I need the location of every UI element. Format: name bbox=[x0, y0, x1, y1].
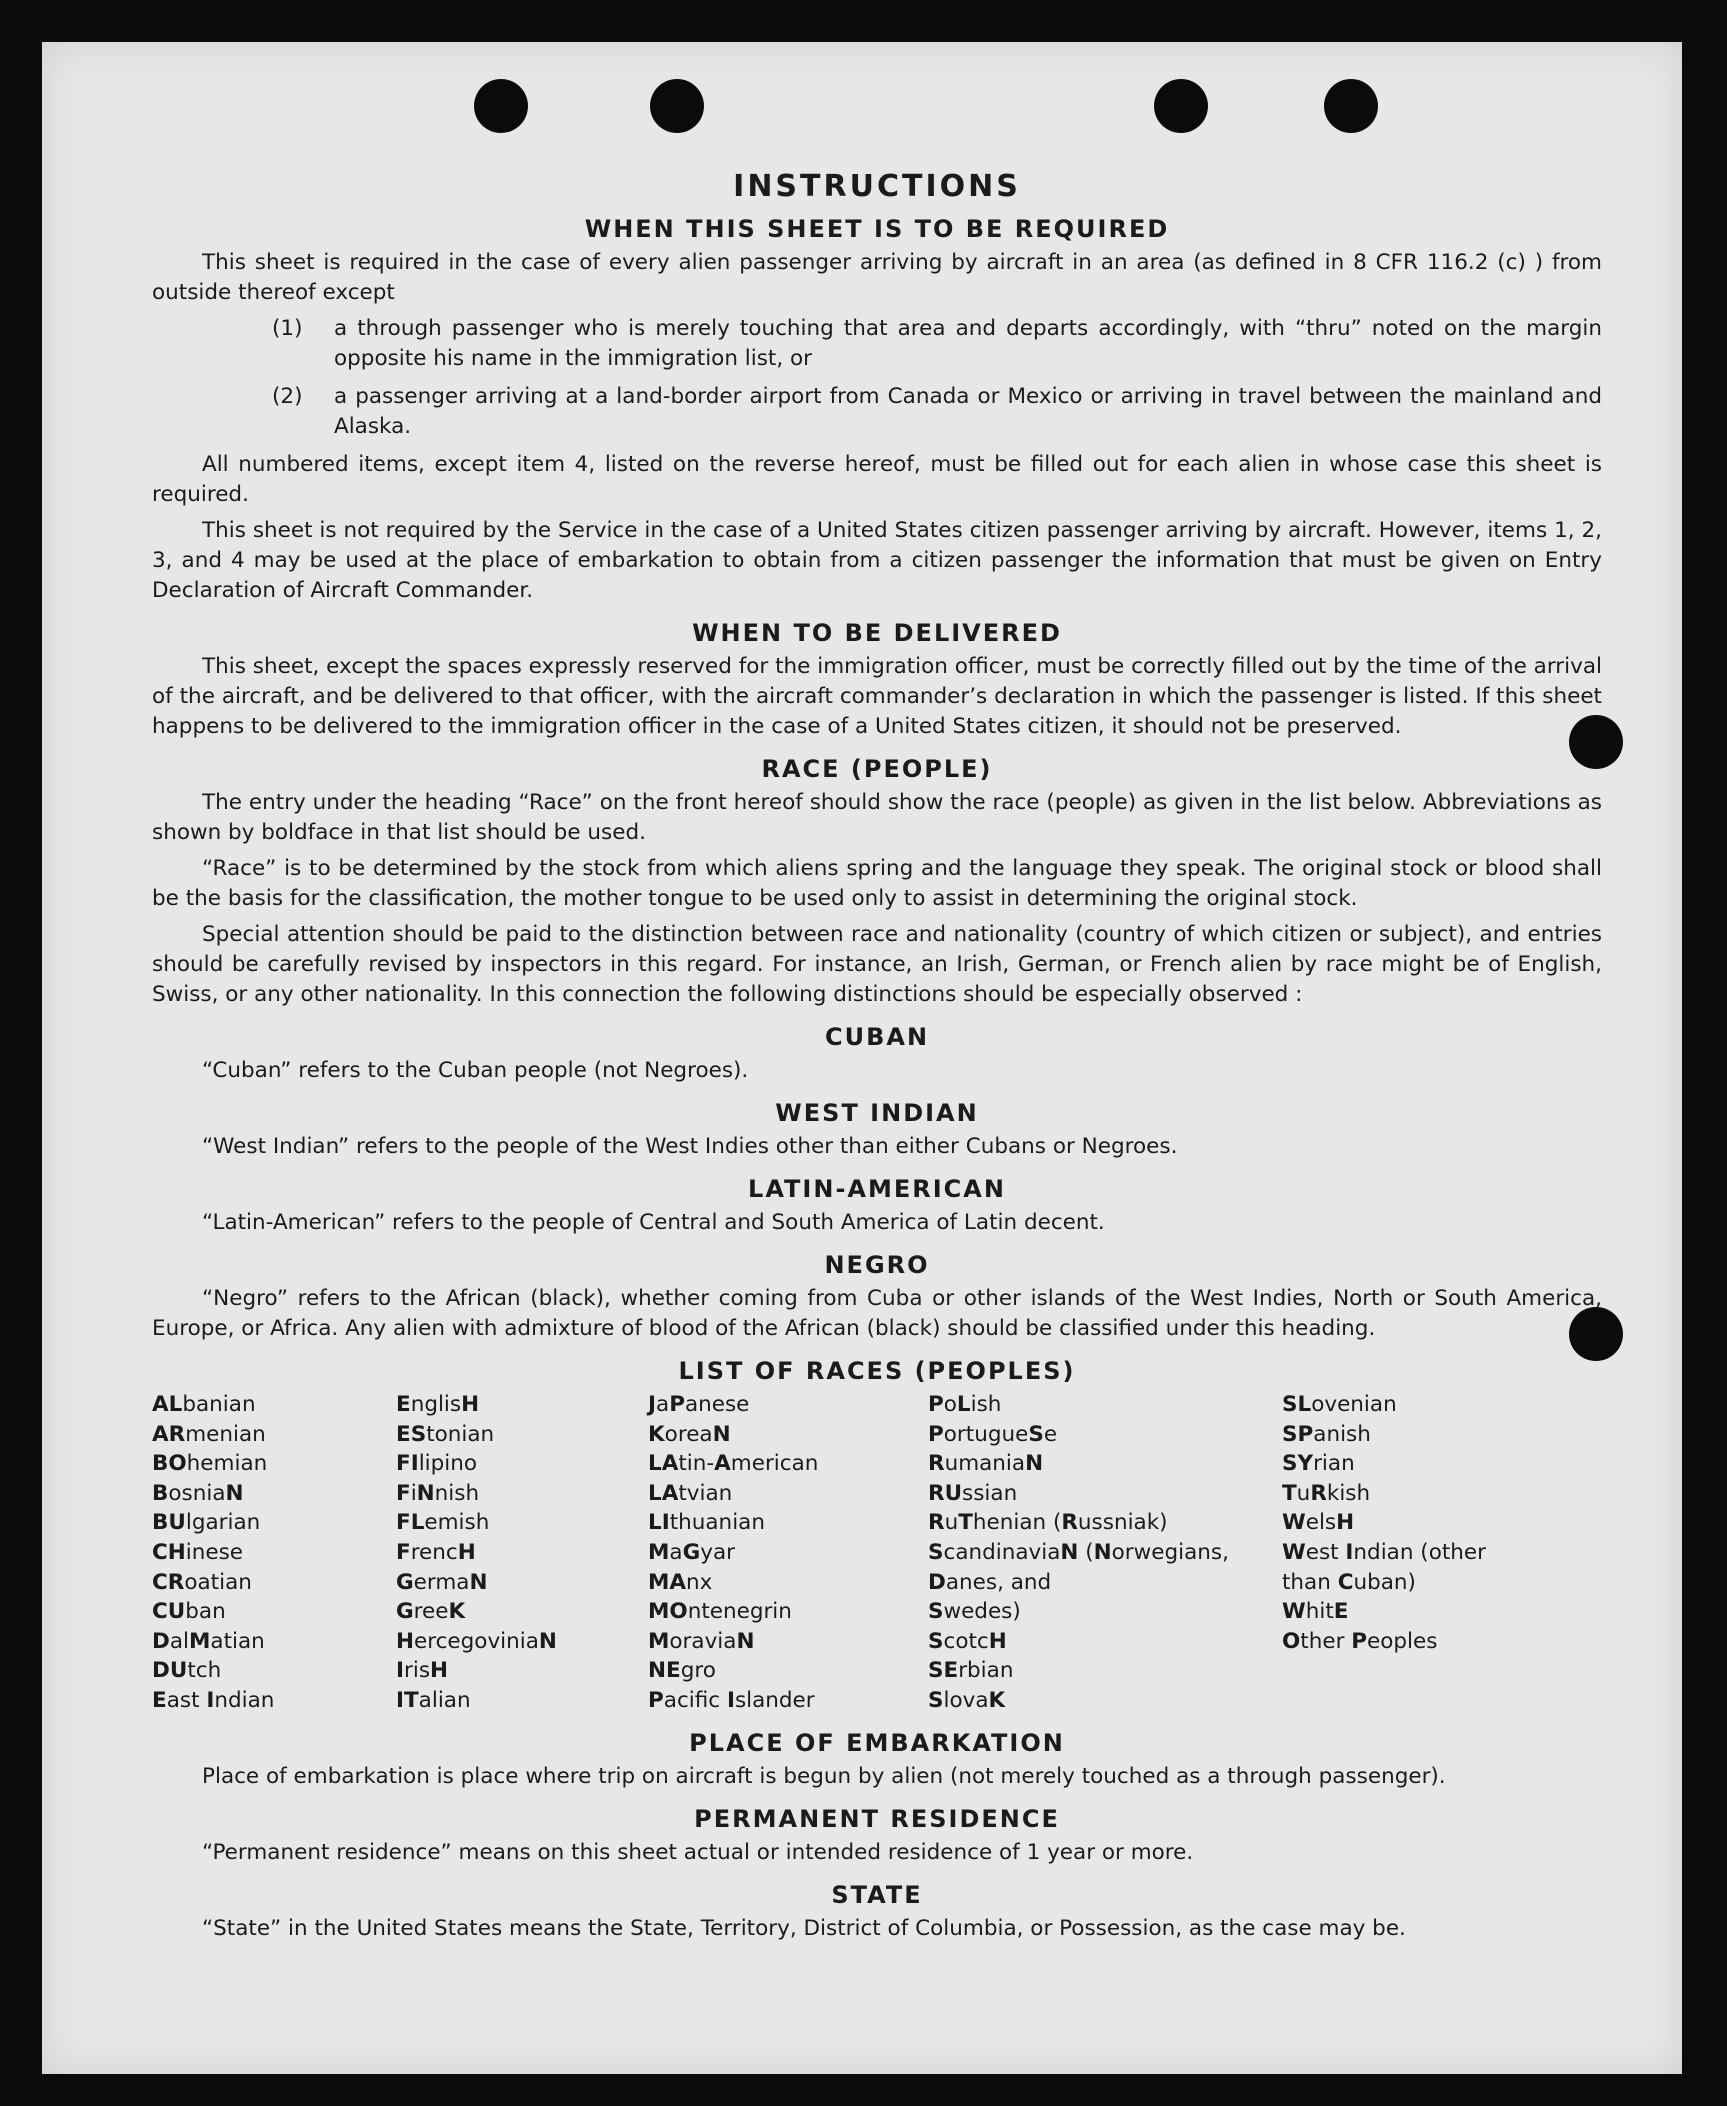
paragraph: “Cuban” refers to the Cuban people (not Negroes). bbox=[202, 1058, 749, 1083]
race-entry: BosniaN bbox=[152, 1480, 244, 1506]
punch-hole bbox=[1324, 79, 1378, 133]
paragraph: “Permanent residence” means on this sheet actual or intended residence of 1 year or more. bbox=[202, 1839, 1194, 1865]
race-entry: SlovaK bbox=[928, 1687, 1006, 1713]
race-entry: FIlipino bbox=[396, 1451, 478, 1477]
section-heading: STATE bbox=[831, 1880, 923, 1909]
item-text: a through passenger who is merely touching that area and departs accordingly, with “thru” noted on the margin opposite his name in the immigration list, or bbox=[334, 316, 1602, 371]
race-entry: SYrian bbox=[1282, 1451, 1355, 1477]
race-entry: WhitE bbox=[1282, 1599, 1349, 1625]
race-entry: KoreaN bbox=[648, 1421, 731, 1447]
race-entry: LIthuanian bbox=[648, 1510, 765, 1536]
document-page bbox=[42, 42, 1682, 2074]
race-entry: SLovenian bbox=[1282, 1392, 1397, 1417]
race-entry: ARmenian bbox=[152, 1421, 266, 1447]
race-column bbox=[928, 1390, 1282, 1716]
punch-hole bbox=[1154, 79, 1208, 133]
race-entry: East Indian bbox=[152, 1687, 275, 1713]
section-heading: PERMANENT RESIDENCE bbox=[694, 1804, 1060, 1833]
section-heading: LATIN-AMERICAN bbox=[748, 1175, 1006, 1203]
race-entry: BOhemian bbox=[152, 1451, 268, 1477]
race-entry: FiNnish bbox=[396, 1480, 480, 1506]
race-entry: ScotcH bbox=[928, 1628, 1007, 1654]
paragraph: Special attention should be paid to the distinction between race and nationality (country of which citizen or subject), and entries should be carefully revised by inspectors in this regard. For instance, an Irish, German, or French alien by race might be of English, Swiss, or any other nationality. In this connection the following distinctions should be especially observed : bbox=[152, 922, 1602, 1007]
paragraph: “State” in the United States means the State, Territory, District of Columbia, or Possession, as the case may be. bbox=[202, 1915, 1406, 1941]
race-entry: West Indian (other bbox=[1282, 1539, 1486, 1565]
race-entry: FLemish bbox=[396, 1510, 490, 1536]
race-entry: WelsH bbox=[1282, 1510, 1355, 1536]
section-heading: LIST OF RACES (PEOPLES) bbox=[678, 1357, 1076, 1385]
race-entry: GermaN bbox=[396, 1569, 488, 1595]
race-entry: ScandinaviaN (Norwegians, bbox=[928, 1539, 1229, 1565]
paragraph: “Race” is to be determined by the stock from which aliens spring and the language they speak. The original stock or blood shall be the basis for the classification, the mother tongue to be used only to assist in determining the original stock. bbox=[152, 856, 1602, 911]
race-entry: TuRkish bbox=[1282, 1480, 1371, 1506]
race-entry: CRoatian bbox=[152, 1569, 252, 1595]
race-entry: HercegoviniaN bbox=[396, 1628, 557, 1654]
race-entry: ITalian bbox=[396, 1687, 471, 1713]
item-number: (1) bbox=[272, 316, 303, 341]
race-entry: LAtin-American bbox=[648, 1451, 819, 1477]
race-entry: ALbanian bbox=[152, 1392, 256, 1417]
paragraph: “Latin-American” refers to the people of Central and South America of Latin decent. bbox=[202, 1210, 1105, 1235]
race-entry: IrisH bbox=[396, 1658, 449, 1684]
paragraph: The entry under the heading “Race” on the front hereof should show the race (people) as given in the list below. Abbreviations as shown by boldface in that list should be used. bbox=[152, 790, 1602, 845]
race-entry: PoLish bbox=[928, 1392, 1002, 1417]
race-entry: CHinese bbox=[152, 1539, 244, 1565]
race-entry: CUban bbox=[152, 1599, 226, 1625]
race-entry: RuThenian (Russniak) bbox=[928, 1510, 1168, 1536]
section-heading: WHEN THIS SHEET IS TO BE REQUIRED bbox=[584, 215, 1170, 243]
race-column bbox=[152, 1390, 396, 1716]
race-list bbox=[152, 1390, 1602, 1716]
race-entry: EnglisH bbox=[396, 1392, 480, 1417]
page-title: INSTRUCTIONS bbox=[733, 169, 1021, 204]
race-entry: than Cuban) bbox=[1282, 1569, 1416, 1595]
paragraph: This sheet, except the spaces expressly reserved for the immigration officer, must be correctly filled out by the time of the arrival of the aircraft, and be delivered to that officer, with the aircraft commander’s declaration in which the passenger is listed. If this sheet happens to be delivered to the immigration officer in the case of a United States citizen, it should not be preserved. bbox=[152, 654, 1602, 739]
numbered-item bbox=[272, 314, 1602, 374]
item-number: (2) bbox=[272, 384, 303, 409]
race-entry: MOntenegrin bbox=[648, 1599, 792, 1625]
race-entry: SPanish bbox=[1282, 1421, 1371, 1447]
race-entry: GreeK bbox=[396, 1599, 466, 1625]
section-heading: CUBAN bbox=[824, 1023, 930, 1051]
paragraph: Place of embarkation is place where trip on aircraft is begun by alien (not merely touched as a through passenger). bbox=[202, 1763, 1446, 1789]
section-heading: WEST INDIAN bbox=[775, 1099, 979, 1127]
section-heading: RACE (PEOPLE) bbox=[761, 755, 993, 783]
race-entry: Swedes) bbox=[928, 1599, 1021, 1625]
race-entry: LAtvian bbox=[648, 1480, 733, 1506]
punch-hole bbox=[650, 79, 704, 133]
race-entry: DalMatian bbox=[152, 1628, 265, 1654]
race-column bbox=[1282, 1390, 1582, 1716]
section-heading: NEGRO bbox=[824, 1251, 930, 1279]
punch-hole bbox=[474, 79, 528, 133]
race-column bbox=[648, 1390, 928, 1716]
paragraph: This sheet is required in the case of every alien passenger arriving by aircraft in an area (as defined in 8 CFR 116.2 (c) ) from outside thereof except bbox=[152, 250, 1602, 305]
race-entry: RumaniaN bbox=[928, 1451, 1044, 1477]
section-heading: PLACE OF EMBARKATION bbox=[689, 1728, 1065, 1757]
race-entry: JaPanese bbox=[648, 1392, 750, 1417]
instructions-content bbox=[152, 169, 1602, 1950]
item-text: a passenger arriving at a land-border airport from Canada or Mexico or arriving in travel between the mainland and Alaska. bbox=[334, 384, 1602, 439]
race-entry: RUssian bbox=[928, 1480, 1018, 1506]
race-entry: FrencH bbox=[396, 1539, 476, 1565]
race-entry: SErbian bbox=[928, 1658, 1014, 1684]
race-entry: Other Peoples bbox=[1282, 1628, 1438, 1654]
race-entry: MAnx bbox=[648, 1569, 713, 1595]
race-entry: Danes, and bbox=[928, 1569, 1052, 1595]
paragraph: This sheet is not required by the Service in the case of a United States citizen passenger arriving by aircraft. However, items 1, 2, 3, and 4 may be used at the place of embarkation to obtain from a citizen passenger the information that must be given on Entry Declaration of Aircraft Commander. bbox=[152, 518, 1602, 603]
race-entry: DUtch bbox=[152, 1658, 222, 1684]
section-heading: WHEN TO BE DELIVERED bbox=[692, 619, 1062, 647]
race-entry: MoraviaN bbox=[648, 1628, 755, 1654]
race-entry: BUlgarian bbox=[152, 1510, 261, 1536]
race-entry: EStonian bbox=[396, 1421, 495, 1447]
race-entry: NEgro bbox=[648, 1658, 716, 1684]
race-entry: Pacific Islander bbox=[648, 1687, 815, 1713]
paragraph: All numbered items, except item 4, listed on the reverse hereof, must be filled out for each alien in whose case this sheet is required. bbox=[152, 452, 1602, 507]
paragraph: “Negro” refers to the African (black), whether coming from Cuba or other islands of the West Indies, North or South America, Europe, or Africa. Any alien with admixture of blood of the African (black) should be classified under this heading. bbox=[152, 1286, 1602, 1341]
race-entry: MaGyar bbox=[648, 1539, 735, 1565]
race-column bbox=[396, 1390, 648, 1716]
numbered-item bbox=[272, 382, 1602, 442]
paragraph: “West Indian” refers to the people of the West Indies other than either Cubans or Negroes. bbox=[202, 1134, 1178, 1159]
race-entry: PortugueSe bbox=[928, 1421, 1058, 1447]
